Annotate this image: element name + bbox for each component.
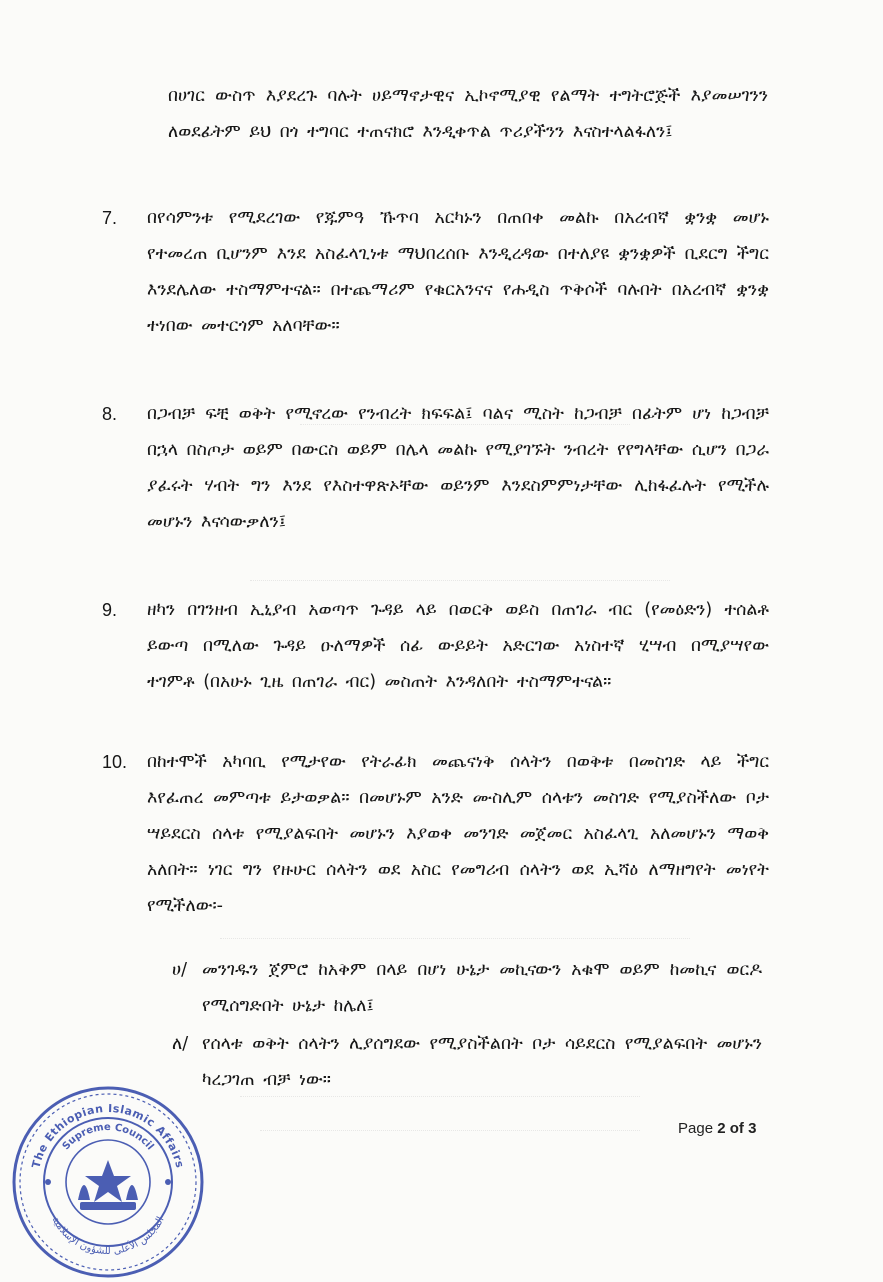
item-number: 10. xyxy=(102,752,128,772)
item-text: በየሳምንቱ የሚደረገው የጁምዓ ኹጥባ አርካኑን በጠበቀ መልኩ በአረብኛ ቋንቋ መሆኑ የተመረጠ ቢሆንም እንደ አስፈላጊነቱ ማህበረሰቡ እንዲረዳው በተለያዩ ቋንቋዎች ቢደርግ ችግር እንደሌለው ተስማምተናል። በተጨማሪም የቁርአንናና የሐዲስ ጥቅሶች ባሉበት በአረብኛ ቋንቋ ተነበው መተርጎም አለባቸው። xyxy=(147,208,769,336)
sub-item-ha xyxy=(172,952,762,1024)
page-total: 3 xyxy=(748,1120,757,1137)
item-number: 8. xyxy=(102,404,118,424)
page-label: Page xyxy=(678,1120,714,1137)
bleed-through-artifact xyxy=(260,1130,640,1139)
official-seal-icon xyxy=(8,1082,208,1282)
list-item-8 xyxy=(102,396,769,540)
seal-outer-english: The Ethiopian Islamic Affairs xyxy=(29,1101,187,1170)
sub-item-content: የሰላቱ ወቅት ሰላትን ሊያሰግደው የሚያስችልበት ቦታ ሳይደርስ የሚያልፍበት መሆኑን ካረጋገጠ ብቻ ነው። xyxy=(202,1034,762,1090)
intro-paragraph xyxy=(168,78,768,150)
item-number: 9. xyxy=(102,600,118,620)
sub-item-content: መንገዱን ጀምሮ ከአቅም በላይ በሆነ ሁኔታ መኪናውን አቁሞ ወይም ከመኪና ወርዶ የሚሰግድበት ሁኔታ ከሌለ፤ xyxy=(202,960,762,1016)
bleed-through-artifact xyxy=(250,580,670,589)
sub-item-text xyxy=(172,1026,762,1098)
seal-inner-english: Supreme Council xyxy=(60,1121,156,1153)
sub-item-text xyxy=(172,952,762,1024)
item-text: በከተሞች አካባቢ የሚታየው የትራፊክ መጨናነቅ ሰላትን በወቅቱ በመስገድ ላይ ችግር እየፈጠረ መምጣቱ ይታወቃል። በመሆኑም አንድ ሙስሊም ሰላቱን መስገድ የሚያስችለው ቦታ ሣይደርስ ሰላቱ የሚያልፍበት መሆኑን እያወቀ መንገድ መጀመር አስፈላጊ አለመሆኑን ማወቅ አለበት። ነገር ግን የዙሁር ሰላትን ወደ አስር የመግሪብ ሰላትን ወደ ኢሻዕ ለማዘግየት መነየት የሚችለው፡- xyxy=(147,752,769,916)
sub-item-mark: ሀ/ xyxy=(172,960,188,980)
intro-text: በሀገር ውስጥ እያደረጉ ባሉት ሀይማኖታዊና ኢኮኖሚያዊ የልማት ተግትሮጅች እያመሠገንን ለወደፊትም ይህ በጎ ተግባር ተጠናክሮ እንዲቀጥል ጥሪያችንን እናስተላልፋለን፤ xyxy=(168,86,768,142)
sub-item-le xyxy=(172,1026,762,1098)
bleed-through-artifact xyxy=(220,938,690,947)
item-text: ዘካን በገንዘብ ኢኒያብ አወጣጥ ጉዳይ ላይ በወርቅ ወይስ በጠገራ ብር (የመዕድን) ተሰልቶ ይውጣ በሚለው ጉዳይ ዑለማዎች ሰፊ ውይይት አድርገው አነስተኛ ሂሣብ በሚያሣየው ተገምቶ (በአሁኑ ጊዜ በጠገራ ብር) መስጠት እንዳለበት ተስማምተናል። xyxy=(147,600,769,692)
page-of: of xyxy=(729,1120,744,1137)
item-text: በጋብቻ ፍቺ ወቅት የሚኖረው የንብረት ክፍፍል፤ ባልና ሚስት ከጋብቻ በፊትም ሆነ ከጋብቻ በኋላ በስጦታ ወይም በውርስ ወይም በሌላ መልኩ የሚያገኙት ንብረት የየግላቸው ሲሆን በጋራ ያፈሩት ሃብት ግን እንደ የእስተዋጽኦቸው ወይንም እንደስምምነታቸው ሊከፋፈሉት የሚችሉ መሆኑን እናሳውቃለን፤ xyxy=(147,404,769,532)
page-current: 2 xyxy=(717,1120,726,1137)
sub-item-mark: ለ/ xyxy=(172,1034,189,1054)
list-item-9 xyxy=(102,592,769,700)
page-number-footer xyxy=(678,1120,756,1137)
item-number: 7. xyxy=(102,208,118,228)
list-item-10 xyxy=(102,744,769,924)
list-item-7 xyxy=(102,200,769,344)
seal-bottom-arabic: المجلس الأعلى للشؤون الإسلامية xyxy=(49,1215,167,1258)
